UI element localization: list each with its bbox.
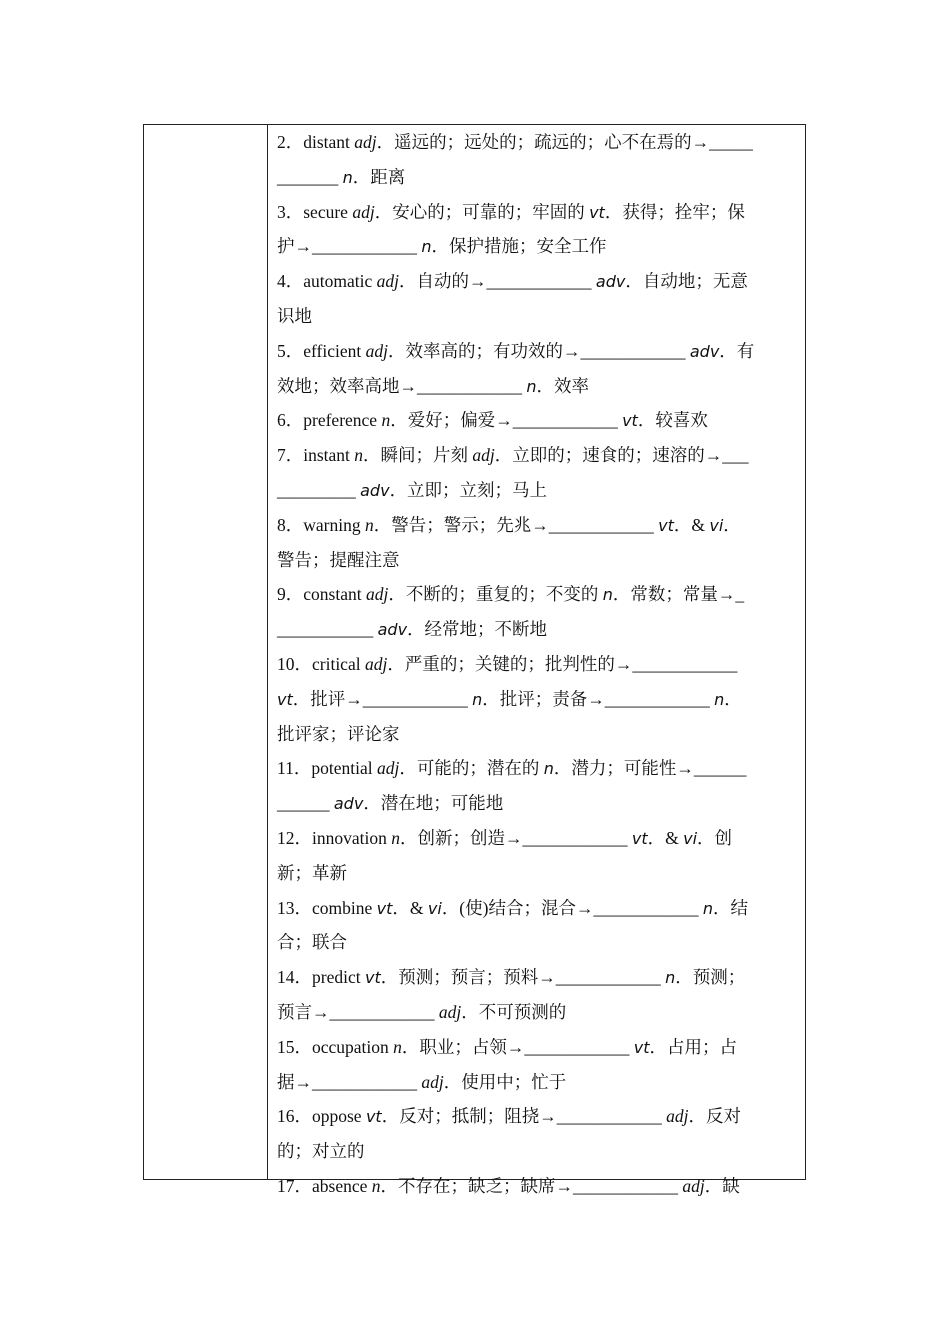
part-of-speech: adj — [364, 653, 388, 674]
entry-text: ．预测；预言；预料→____________ — [380, 967, 666, 988]
entry-text: ．& — [392, 897, 428, 918]
entry-text: ．常数；常量→_ — [612, 584, 745, 605]
part-of-speech: n — [342, 167, 353, 187]
entry-line — [277, 682, 795, 717]
entry-text: _________ — [277, 479, 361, 500]
entry-text: 5．efficient — [277, 340, 366, 361]
entry-line — [277, 786, 795, 821]
part-of-speech: n — [393, 1036, 402, 1057]
part-of-speech: adv — [360, 480, 390, 500]
entry-text: ．潜力；可能性→______ — [553, 758, 747, 779]
vocabulary-table — [143, 124, 806, 1196]
entry-text: ．立即的；速食的；速溶的→___ — [494, 445, 749, 466]
entry-line — [277, 751, 795, 786]
entry-text: 6．preference — [277, 410, 382, 431]
entry-text: ．警告；警示；先兆→____________ — [373, 514, 659, 535]
part-of-speech: vt — [376, 898, 393, 918]
entry-text: 据→____________ — [277, 1071, 422, 1092]
part-of-speech: adv — [333, 794, 364, 814]
part-of-speech: vi — [709, 515, 724, 535]
entry-text: ． — [724, 688, 742, 709]
entry-line — [277, 508, 795, 543]
entry-line — [277, 960, 795, 995]
part-of-speech: vt — [365, 1107, 382, 1127]
entry-text: 7．instant — [277, 445, 355, 466]
entry-text: ． — [723, 514, 741, 535]
part-of-speech: adj — [354, 132, 377, 152]
entry-text: ．批评；责备→____________ — [482, 688, 715, 709]
entry-text: ．不可预测的 — [461, 1001, 567, 1022]
entry-line — [277, 438, 795, 473]
vocab-entry — [277, 403, 795, 438]
entry-text: ．安心的；可靠的；牢固的 — [374, 201, 590, 222]
entry-text: 识地 — [277, 305, 312, 326]
entry-text: ．缺 — [704, 1175, 740, 1196]
entry-text: ．严重的；关键的；批判性的→____________ — [387, 653, 738, 674]
vocabulary-list — [268, 125, 805, 1196]
entry-line — [277, 229, 795, 264]
entry-line — [277, 369, 795, 404]
vocab-entry — [277, 1169, 795, 1204]
vocab-entry — [277, 751, 795, 821]
part-of-speech: vi — [683, 828, 698, 848]
entry-text: 4．automatic — [277, 271, 377, 292]
vocab-entry — [277, 195, 795, 265]
part-of-speech: vt — [622, 411, 638, 431]
entry-text: ．潜在地；可能地 — [363, 793, 504, 814]
entry-text: ．不存在；缺乏；缺席→____________ — [380, 1175, 683, 1196]
entry-text: 护→____________ — [277, 236, 422, 257]
entry-line — [277, 856, 795, 891]
entry-text: 16．oppose — [277, 1106, 366, 1127]
entry-text: 2．distant — [277, 132, 355, 152]
entry-line — [277, 1169, 795, 1204]
entry-line — [277, 195, 795, 230]
vocab-entry — [277, 125, 795, 195]
entry-text: ．职业；占领→____________ — [401, 1036, 634, 1057]
part-of-speech: n — [421, 237, 432, 257]
part-of-speech: vt — [633, 1037, 650, 1057]
vocab-entry — [277, 438, 795, 508]
part-of-speech: vi — [427, 898, 442, 918]
entry-text: 合；联合 — [277, 932, 347, 953]
entry-text: _______ — [277, 166, 343, 187]
part-of-speech: n — [354, 445, 364, 466]
entry-text: ．有 — [719, 340, 755, 361]
entry-text: 效地；效率高地→____________ — [277, 375, 527, 396]
entry-text: ．经常地；不断地 — [407, 619, 548, 640]
entry-text: ．反对；抵制；阻挠→____________ — [381, 1106, 667, 1127]
part-of-speech: n — [602, 585, 613, 605]
entry-line — [277, 1065, 795, 1100]
entry-text: 9．constant — [277, 584, 366, 605]
part-of-speech: n — [714, 689, 725, 709]
entry-text: 警告；提醒注意 — [277, 549, 400, 570]
part-of-speech: vt — [658, 515, 674, 535]
part-of-speech: adj — [421, 1071, 444, 1092]
entry-text: 13．combine — [277, 897, 377, 918]
part-of-speech: n — [702, 898, 713, 918]
entry-text: 预言→____________ — [277, 1001, 439, 1022]
part-of-speech: n — [472, 689, 483, 709]
entry-text: ．可能的；潜在的 — [399, 758, 544, 779]
entry-text: ．创 — [697, 827, 733, 848]
table-left-column — [144, 125, 268, 1179]
entry-line — [277, 473, 795, 508]
part-of-speech: vt — [631, 828, 648, 848]
entry-text: ．效率 — [536, 375, 590, 396]
vocab-entry — [277, 334, 795, 404]
entry-line — [277, 1099, 795, 1134]
entry-line — [277, 1030, 795, 1065]
part-of-speech: adj — [666, 1106, 689, 1127]
part-of-speech: adj — [438, 1001, 462, 1022]
vocab-entry — [277, 508, 795, 578]
entry-text: ．& — [673, 514, 710, 535]
part-of-speech: adv — [595, 272, 626, 292]
part-of-speech: adj — [376, 271, 400, 292]
entry-text: 批评家；评论家 — [277, 723, 400, 744]
vocab-entry — [277, 577, 795, 647]
vocab-entry — [277, 1099, 795, 1169]
entry-text: 17．absence — [277, 1175, 372, 1196]
entry-text: 新；革新 — [277, 862, 347, 883]
entry-line — [277, 891, 795, 926]
entry-text: ．不断的；重复的；不变的 — [388, 584, 603, 605]
entry-line — [277, 717, 795, 752]
entry-text: 3．secure — [277, 201, 353, 222]
entry-text: 10．critical — [277, 653, 365, 674]
entry-text: 15．occupation — [277, 1036, 394, 1057]
entry-line — [277, 612, 795, 647]
entry-line — [277, 264, 795, 299]
entry-text: ．反对 — [688, 1106, 741, 1127]
entry-text: 8．warning — [277, 514, 365, 535]
part-of-speech: adj — [365, 340, 388, 361]
entry-line — [277, 821, 795, 856]
vocab-entry — [277, 821, 795, 891]
part-of-speech: vt — [364, 968, 381, 988]
entry-text: 14．predict — [277, 967, 365, 988]
part-of-speech: adv — [377, 620, 408, 640]
entry-text: ．使用中；忙于 — [443, 1071, 567, 1092]
entry-text: ．获得；拴牢；保 — [604, 201, 745, 222]
entry-text: ．爱好；偏爱→____________ — [390, 410, 623, 431]
entry-text: ．效率高的；有功效的→____________ — [387, 340, 690, 361]
entry-text: ．批评→____________ — [292, 688, 473, 709]
entry-text: ．自动地；无意 — [625, 271, 748, 292]
entry-text: 11．potential — [277, 758, 377, 779]
part-of-speech: adj — [472, 445, 495, 466]
part-of-speech: adv — [689, 341, 720, 361]
part-of-speech: n — [371, 1175, 381, 1196]
entry-text: ．占用；占 — [649, 1036, 738, 1057]
entry-line — [277, 334, 795, 369]
vocab-entry — [277, 891, 795, 961]
entry-text: ．瞬间；片刻 — [363, 445, 473, 466]
entry-line — [277, 543, 795, 578]
entry-text: ．立即；立刻；马上 — [389, 479, 548, 500]
entry-text: ___________ — [277, 619, 378, 640]
entry-line — [277, 995, 795, 1030]
part-of-speech: n — [391, 827, 400, 848]
entry-text: ．(使)结合；混合→____________ — [441, 897, 703, 918]
entry-line — [277, 647, 795, 682]
part-of-speech: vt — [277, 689, 293, 709]
part-of-speech: n — [364, 514, 374, 535]
entry-text: ______ — [277, 793, 334, 814]
entry-text: ．较喜欢 — [637, 410, 708, 431]
entry-text: ．结 — [712, 897, 748, 918]
entry-text: ．自动的→____________ — [399, 271, 596, 292]
part-of-speech: n — [526, 376, 537, 396]
part-of-speech: adj — [352, 201, 375, 222]
part-of-speech: adj — [365, 584, 389, 605]
entry-line — [277, 125, 795, 160]
part-of-speech: adj — [682, 1175, 705, 1196]
part-of-speech: vt — [589, 202, 605, 222]
part-of-speech: n — [665, 968, 676, 988]
entry-line — [277, 403, 795, 438]
vocab-entry — [277, 647, 795, 751]
entry-text: ．保护措施；安全工作 — [431, 236, 607, 257]
entry-text: ．预测； — [675, 967, 746, 988]
entry-line — [277, 299, 795, 334]
vocab-entry — [277, 1030, 795, 1100]
entry-text: ．距离 — [352, 166, 406, 187]
entry-text: 的；对立的 — [277, 1141, 365, 1162]
vocab-entry — [277, 264, 795, 334]
entry-line — [277, 577, 795, 612]
part-of-speech: n — [381, 410, 391, 431]
entry-line — [277, 160, 795, 195]
entry-text: 12．innovation — [277, 827, 392, 848]
vocab-entry — [277, 960, 795, 1030]
part-of-speech: adj — [376, 758, 400, 779]
entry-line — [277, 925, 795, 960]
entry-text: ．创新；创造→____________ — [399, 827, 632, 848]
part-of-speech: n — [543, 759, 554, 779]
entry-line — [277, 1134, 795, 1169]
entry-text: ．遥远的；远处的；疏远的；心不在焉的→_____ — [376, 132, 753, 152]
entry-text: ．& — [647, 827, 684, 848]
